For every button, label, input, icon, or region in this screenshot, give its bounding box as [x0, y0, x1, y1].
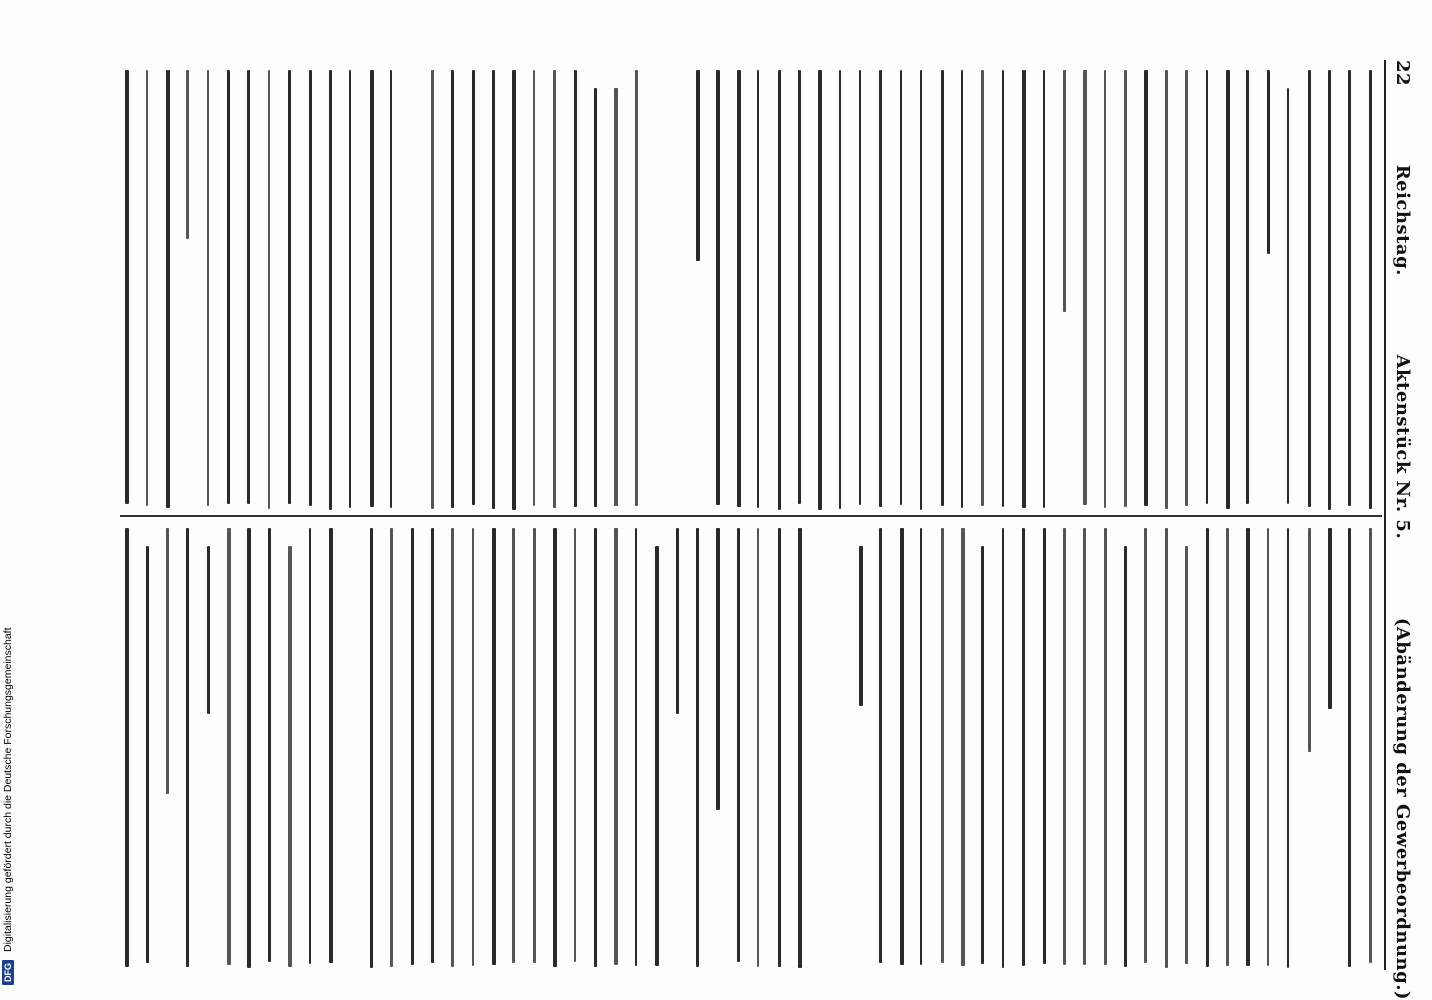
- running-header: [1393, 60, 1413, 1000]
- text-line: [533, 528, 536, 963]
- text-line: [1348, 528, 1350, 967]
- text-line: [676, 528, 679, 714]
- text-line: [1308, 528, 1311, 752]
- text-line: [757, 528, 759, 967]
- text-line: [309, 70, 312, 506]
- header-center: Aktenstück Nr. 5.: [1392, 354, 1414, 540]
- text-line: [716, 528, 719, 810]
- text-line: [146, 546, 149, 963]
- text-line: [390, 70, 392, 508]
- text-line: [594, 528, 597, 967]
- text-line: [553, 528, 556, 967]
- text-line: [186, 528, 189, 967]
- text-line: [227, 70, 230, 504]
- text-line: [431, 528, 434, 963]
- text-line: [1287, 88, 1289, 504]
- text-line: [472, 70, 475, 505]
- text-line: [859, 546, 863, 706]
- text-line: [533, 70, 535, 506]
- text-line: [981, 70, 984, 506]
- text-line: [696, 528, 699, 967]
- text-line: [798, 528, 802, 968]
- text-line: [1226, 528, 1229, 966]
- text-line: [268, 528, 272, 962]
- text-line: [1206, 528, 1209, 967]
- text-line: [574, 70, 577, 507]
- text-line: [1246, 528, 1249, 966]
- text-line: [1063, 70, 1066, 312]
- text-line: [879, 70, 881, 507]
- text-line: [1144, 70, 1147, 506]
- text-line: [451, 528, 454, 967]
- text-line: [207, 70, 209, 506]
- text-line: [737, 70, 741, 507]
- column-divider: [120, 515, 1382, 517]
- text-line: [961, 70, 963, 508]
- text-line: [1043, 70, 1045, 508]
- text-line: [614, 528, 617, 965]
- text-line: [1063, 528, 1067, 965]
- text-line: [1185, 70, 1188, 506]
- text-line: [1043, 528, 1046, 964]
- text-line: [1165, 70, 1168, 509]
- text-line: [1002, 528, 1004, 968]
- text-line: [1287, 528, 1289, 968]
- footer-text: Digitalisierung gefördert durch die Deutsche Forschungsgemeinschaft: [2, 627, 14, 952]
- text-line: [146, 70, 149, 506]
- text-line: [1267, 70, 1270, 254]
- text-line: [1246, 70, 1249, 504]
- text-line: [798, 70, 801, 504]
- text-line: [737, 528, 741, 962]
- text-line: [1328, 70, 1331, 510]
- text-line: [900, 528, 904, 965]
- text-line: [390, 528, 393, 967]
- text-line: [1226, 70, 1230, 509]
- text-line: [329, 528, 333, 963]
- text-line: [839, 70, 842, 509]
- text-line: [614, 88, 618, 506]
- text-line: [1002, 70, 1004, 507]
- text-line: [329, 70, 332, 510]
- text-line: [900, 70, 902, 505]
- digitization-footer: [0, 0, 16, 985]
- text-line: [512, 70, 516, 510]
- text-line: [655, 546, 659, 966]
- text-line: [574, 528, 577, 962]
- text-line: [1308, 70, 1311, 507]
- text-line: [451, 70, 454, 508]
- text-line: [1022, 70, 1026, 508]
- text-line: [941, 528, 944, 963]
- text-line: [859, 70, 861, 505]
- text-line: [716, 70, 719, 505]
- text-line: [1124, 546, 1127, 967]
- text-line: [247, 70, 250, 504]
- text-line: [981, 546, 984, 964]
- text-line: [635, 70, 639, 506]
- text-line: [1144, 528, 1146, 963]
- text-line: [512, 528, 514, 963]
- text-line: [1185, 546, 1188, 964]
- text-line: [1328, 528, 1332, 709]
- text-line: [941, 70, 945, 506]
- header-left: Reichstag.: [1392, 164, 1414, 276]
- text-line: [492, 528, 496, 965]
- text-line: [1022, 528, 1025, 966]
- text-line: [1348, 70, 1351, 506]
- text-line: [431, 70, 434, 509]
- upper-column-text: [118, 70, 1382, 510]
- text-line: [166, 70, 170, 508]
- text-line: [1267, 528, 1269, 966]
- text-line: [778, 528, 781, 967]
- text-line: [1104, 70, 1106, 508]
- text-line: [594, 88, 597, 507]
- text-line: [920, 528, 922, 965]
- text-line: [879, 528, 881, 963]
- text-line: [961, 528, 965, 966]
- header-rule: [1384, 60, 1386, 970]
- text-line: [125, 70, 129, 504]
- text-line: [553, 70, 556, 508]
- text-line: [1083, 528, 1086, 965]
- text-line: [370, 528, 373, 968]
- header-right: (Abänderung der Gewerbeordnung.): [1392, 617, 1414, 1000]
- text-line: [186, 70, 189, 239]
- lower-column-text: [118, 528, 1382, 968]
- text-line: [920, 70, 922, 510]
- text-line: [309, 528, 311, 964]
- text-line: [207, 546, 210, 714]
- text-line: [1124, 70, 1127, 507]
- text-line: [492, 70, 495, 509]
- text-line: [757, 70, 759, 508]
- text-line: [635, 528, 637, 966]
- text-line: [1369, 70, 1372, 509]
- text-line: [166, 528, 169, 794]
- text-line: [1104, 528, 1107, 965]
- text-line: [125, 528, 129, 967]
- text-line: [288, 70, 291, 504]
- text-line: [268, 70, 270, 509]
- page-number: 22: [1392, 60, 1414, 87]
- text-line: [349, 70, 351, 508]
- text-line: [227, 528, 231, 965]
- text-line: [411, 528, 414, 965]
- text-line: [1369, 528, 1373, 963]
- text-line: [472, 528, 475, 966]
- text-line: [1206, 70, 1208, 504]
- text-line: [696, 70, 700, 261]
- text-line: [818, 70, 822, 510]
- text-line: [1165, 528, 1169, 968]
- text-line: [778, 70, 782, 510]
- text-line: [247, 528, 250, 968]
- text-line: [370, 70, 374, 507]
- dfg-logo: DFG: [2, 960, 14, 985]
- text-line: [288, 546, 292, 967]
- text-line: [1083, 70, 1087, 505]
